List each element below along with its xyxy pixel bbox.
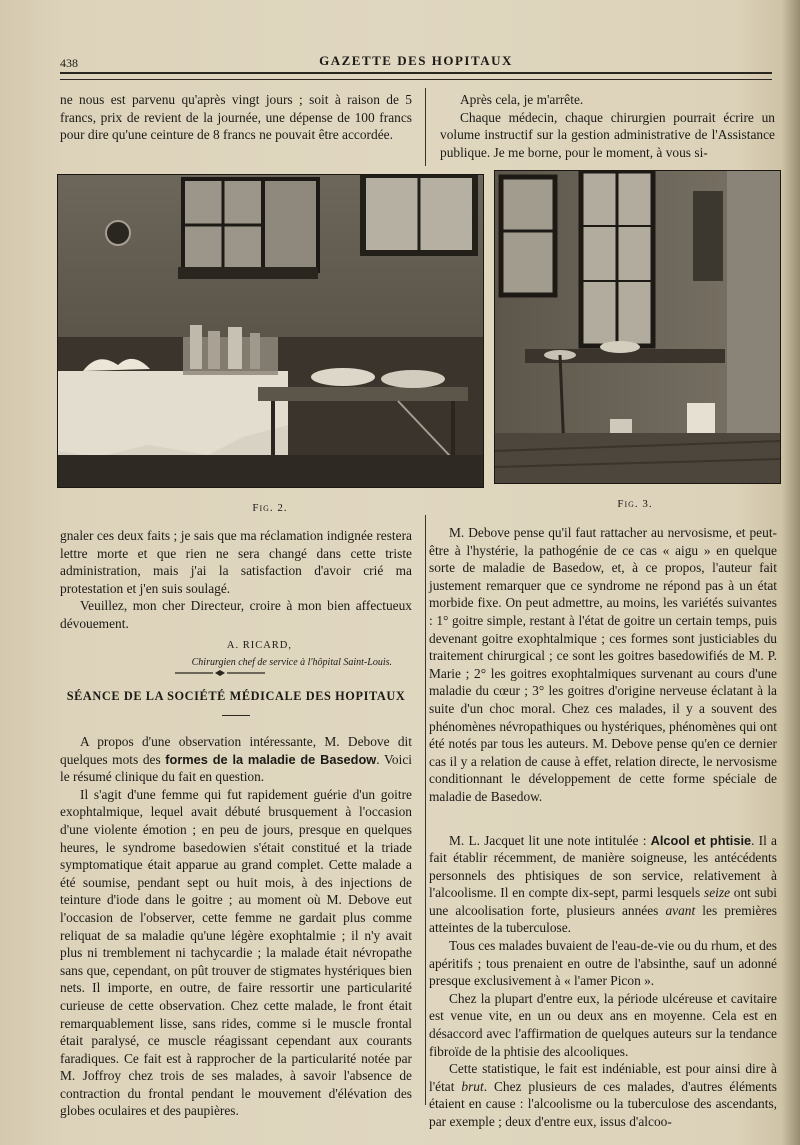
column-divider-bottom [425, 515, 426, 1105]
jacquet-italic-seize: seize [703, 885, 731, 901]
jacquet-italic-avant: avant [665, 902, 696, 918]
figure-3-caption: Fig. 3. [617, 498, 653, 510]
jacquet-bold-title: Alcool et phtisie [650, 832, 752, 848]
figure-3-illustration [495, 171, 780, 483]
figure-2-caption: Fig. 2. [252, 502, 288, 514]
right-top-text [440, 91, 775, 161]
journal-title: GAZETTE DES HOPITAUX [319, 53, 513, 68]
jacquet-text-b: . Il a fait établir récemment, de manière soigneuse, les antécédents personnels des phtisiques de son service, relativement à l'alcoolisme. Il en compte dix-sept, parmi lesquels [429, 832, 777, 901]
seance-paragraph-1 [60, 733, 412, 786]
p5-text-b: . Chez plusieurs de ces malades, d'autres éléments étaient en cause : l'alcoolisme ou la tuberculose des ascendants, par exemple ; deux d'entre eux, issus d'alcoo- [429, 1078, 778, 1129]
jacquet-paragraph [429, 832, 777, 938]
figure-3-photo [494, 170, 781, 484]
seance-paragraph-2: Il s'agit d'une femme qui fut rapidement guérie d'un goitre exophtalmique, lequel avait débuté brusquement à l'occasion d'une violente émotion ; en peu de jours, presque en quelques heures, le syndrome basedowien s'était constitué et la triade symptomatique était apparue au grand complet. Cette malade a été soumise, pendant sept ou huit mois, à des injections de teinture d'iode dans le goitre ; au moment où M. Debove eut l'occasion de l'observer, cette femme ne gardait plus comme reliquat de sa maladie qu'une légère exophtalmie ; il n'y avait plus ni tremblement ni tachycardie ; la malade était névropathe sans que, cependant, on pût trouver de stigmates hystériques bien nets. Il importe, en outre, de faire ressortir une particularité curieuse de cette observation. Chez cette malade, le front était remarquablement lisse, sans rides, comme si le muscle frontal était paralysé, ce muscle réagissant cependant aux courants faradiques. Ce fait est à rapprocher de la particularité notée par M. Joffroy chez trois de ses malades, à savoir l'absence de contraction du frontal pendant le mouvement d'élévation des globes oculaires et des paupières. [60, 786, 412, 1119]
section-title-rule [222, 715, 250, 716]
seance-p1-text-b: . Voici le résumé clinique du fait en question. [60, 751, 412, 785]
seance-p1-text-a: A propos d'une observation intéressante, M. Debove dit quelques mots des [60, 734, 412, 767]
right-paragraph-4: Chez la plupart d'entre eux, la période ulcéreuse et cavitaire est venue vite, en un ou deux ans en moyenne. Cela est en désaccord avec l'affirmation de quelques auteurs sur la tendance fibroïde de la phtisie des alcooliques. [429, 990, 777, 1059]
left-top-paragraph: ne nous est parvenu qu'après vingt jours ; soit à raison de 5 francs, prix de revient de la journée, une dépense de 100 francs pour dire qu'une ceinture de 8 francs ne pouvait être accordée. [60, 92, 412, 143]
debove-paragraph: M. Debove pense qu'il faut rattacher au nervosisme, et peut-être à l'hystérie, la pathogénie de ce cas « aigu » en quelque sorte de maladie de Basedow, et, à ce propos, l'auteur fait justement remarquer que ce syndrome ne répond pas à un état morbide fixe. On peut admettre, au moins, les variétés suivantes : 1° goitre simple, restant à l'état de goitre un certain temps, puis devenant goitre exophtalmique ; ces formes sont justiciables du traitement chirurgical ; ce sont les goitres basedowifiés de M. P. Marie ; 2° les goitres exophtalmiques survenant au cours d'une maladie du cœur ; 3° les goitres d'origine nerveuse éclatant à la suite d'un choc moral. Chez ces malades, il y a souvent des phénomènes névropathiques ou hystériques, phénomènes qui ont été notés par tous les auteurs. M. Debove pense qu'en ce dernier cas il y a relation de cause à effet, relation directe, le nervosisme conditionnant le développement de cette forme spéciale de maladie de Basedow. [429, 525, 777, 804]
right-top-paragraph-1: Après cela, je m'arrête. [460, 92, 584, 107]
page-number: 438 [60, 56, 78, 70]
p5-italic-brut: brut [461, 1078, 484, 1094]
jacquet-text-d: les premières atteintes de la tuberculose. [429, 902, 777, 936]
figure-2-photo [57, 174, 484, 488]
right-column-text [429, 524, 777, 1131]
signature-name: A. RICARD, [226, 639, 292, 651]
jacquet-text-c: ont subi une alcoolisation forte, plusieurs années [429, 885, 777, 918]
header-rule [60, 72, 772, 80]
signature-role: Chirurgien chef de service à l'hôpital Saint-Louis. [191, 657, 392, 669]
column-divider-top [425, 88, 426, 166]
right-paragraph-3: Tous ces malades buvaient de l'eau-de-vie ou du rhum, et des apéritifs ; tous prenaient en outre de l'absinthe, sauf un adonné presque exclusivement à « l'amer Picon ». [429, 938, 777, 989]
section-title: SÉANCE DE LA SOCIÉTÉ MÉDICALE DES HOPITAUX [66, 689, 406, 703]
section-ornament [175, 668, 265, 678]
seance-p1-bold: formes de la maladie de Basedow [165, 751, 377, 767]
seance-text [60, 733, 412, 1120]
letter-block [60, 527, 412, 672]
p5-text-a: Cette statistique, le fait est indéniable, est pour ainsi dire à l'état [429, 1061, 777, 1094]
jacquet-text-a: M. L. Jacquet lit une note intitulée : [449, 832, 651, 848]
figure-2-illustration [58, 175, 483, 487]
page-header [60, 50, 772, 74]
page-edge-shadow [782, 0, 800, 1145]
right-top-paragraph-2: Chaque médecin, chaque chirurgien pourrait écrire un volume instructif sur la gestion administrative de l'Assistance publique. Je me borne, pour le moment, à vous si- [440, 109, 775, 160]
letter-paragraph-1: gnaler ces deux faits ; je sais que ma réclamation indignée restera lettre morte et que rien ne sera changé dans cette triste administration, mais j'ai la satisfaction d'avoir crié ma protestation et j'en suis soulagé. [60, 528, 412, 596]
letter-paragraph-2: Veuillez, mon cher Directeur, croire à mon bien affectueux dévouement. [60, 598, 412, 631]
right-paragraph-5 [429, 1060, 777, 1130]
left-top-text [60, 91, 412, 144]
paragraph-gap [429, 806, 777, 832]
